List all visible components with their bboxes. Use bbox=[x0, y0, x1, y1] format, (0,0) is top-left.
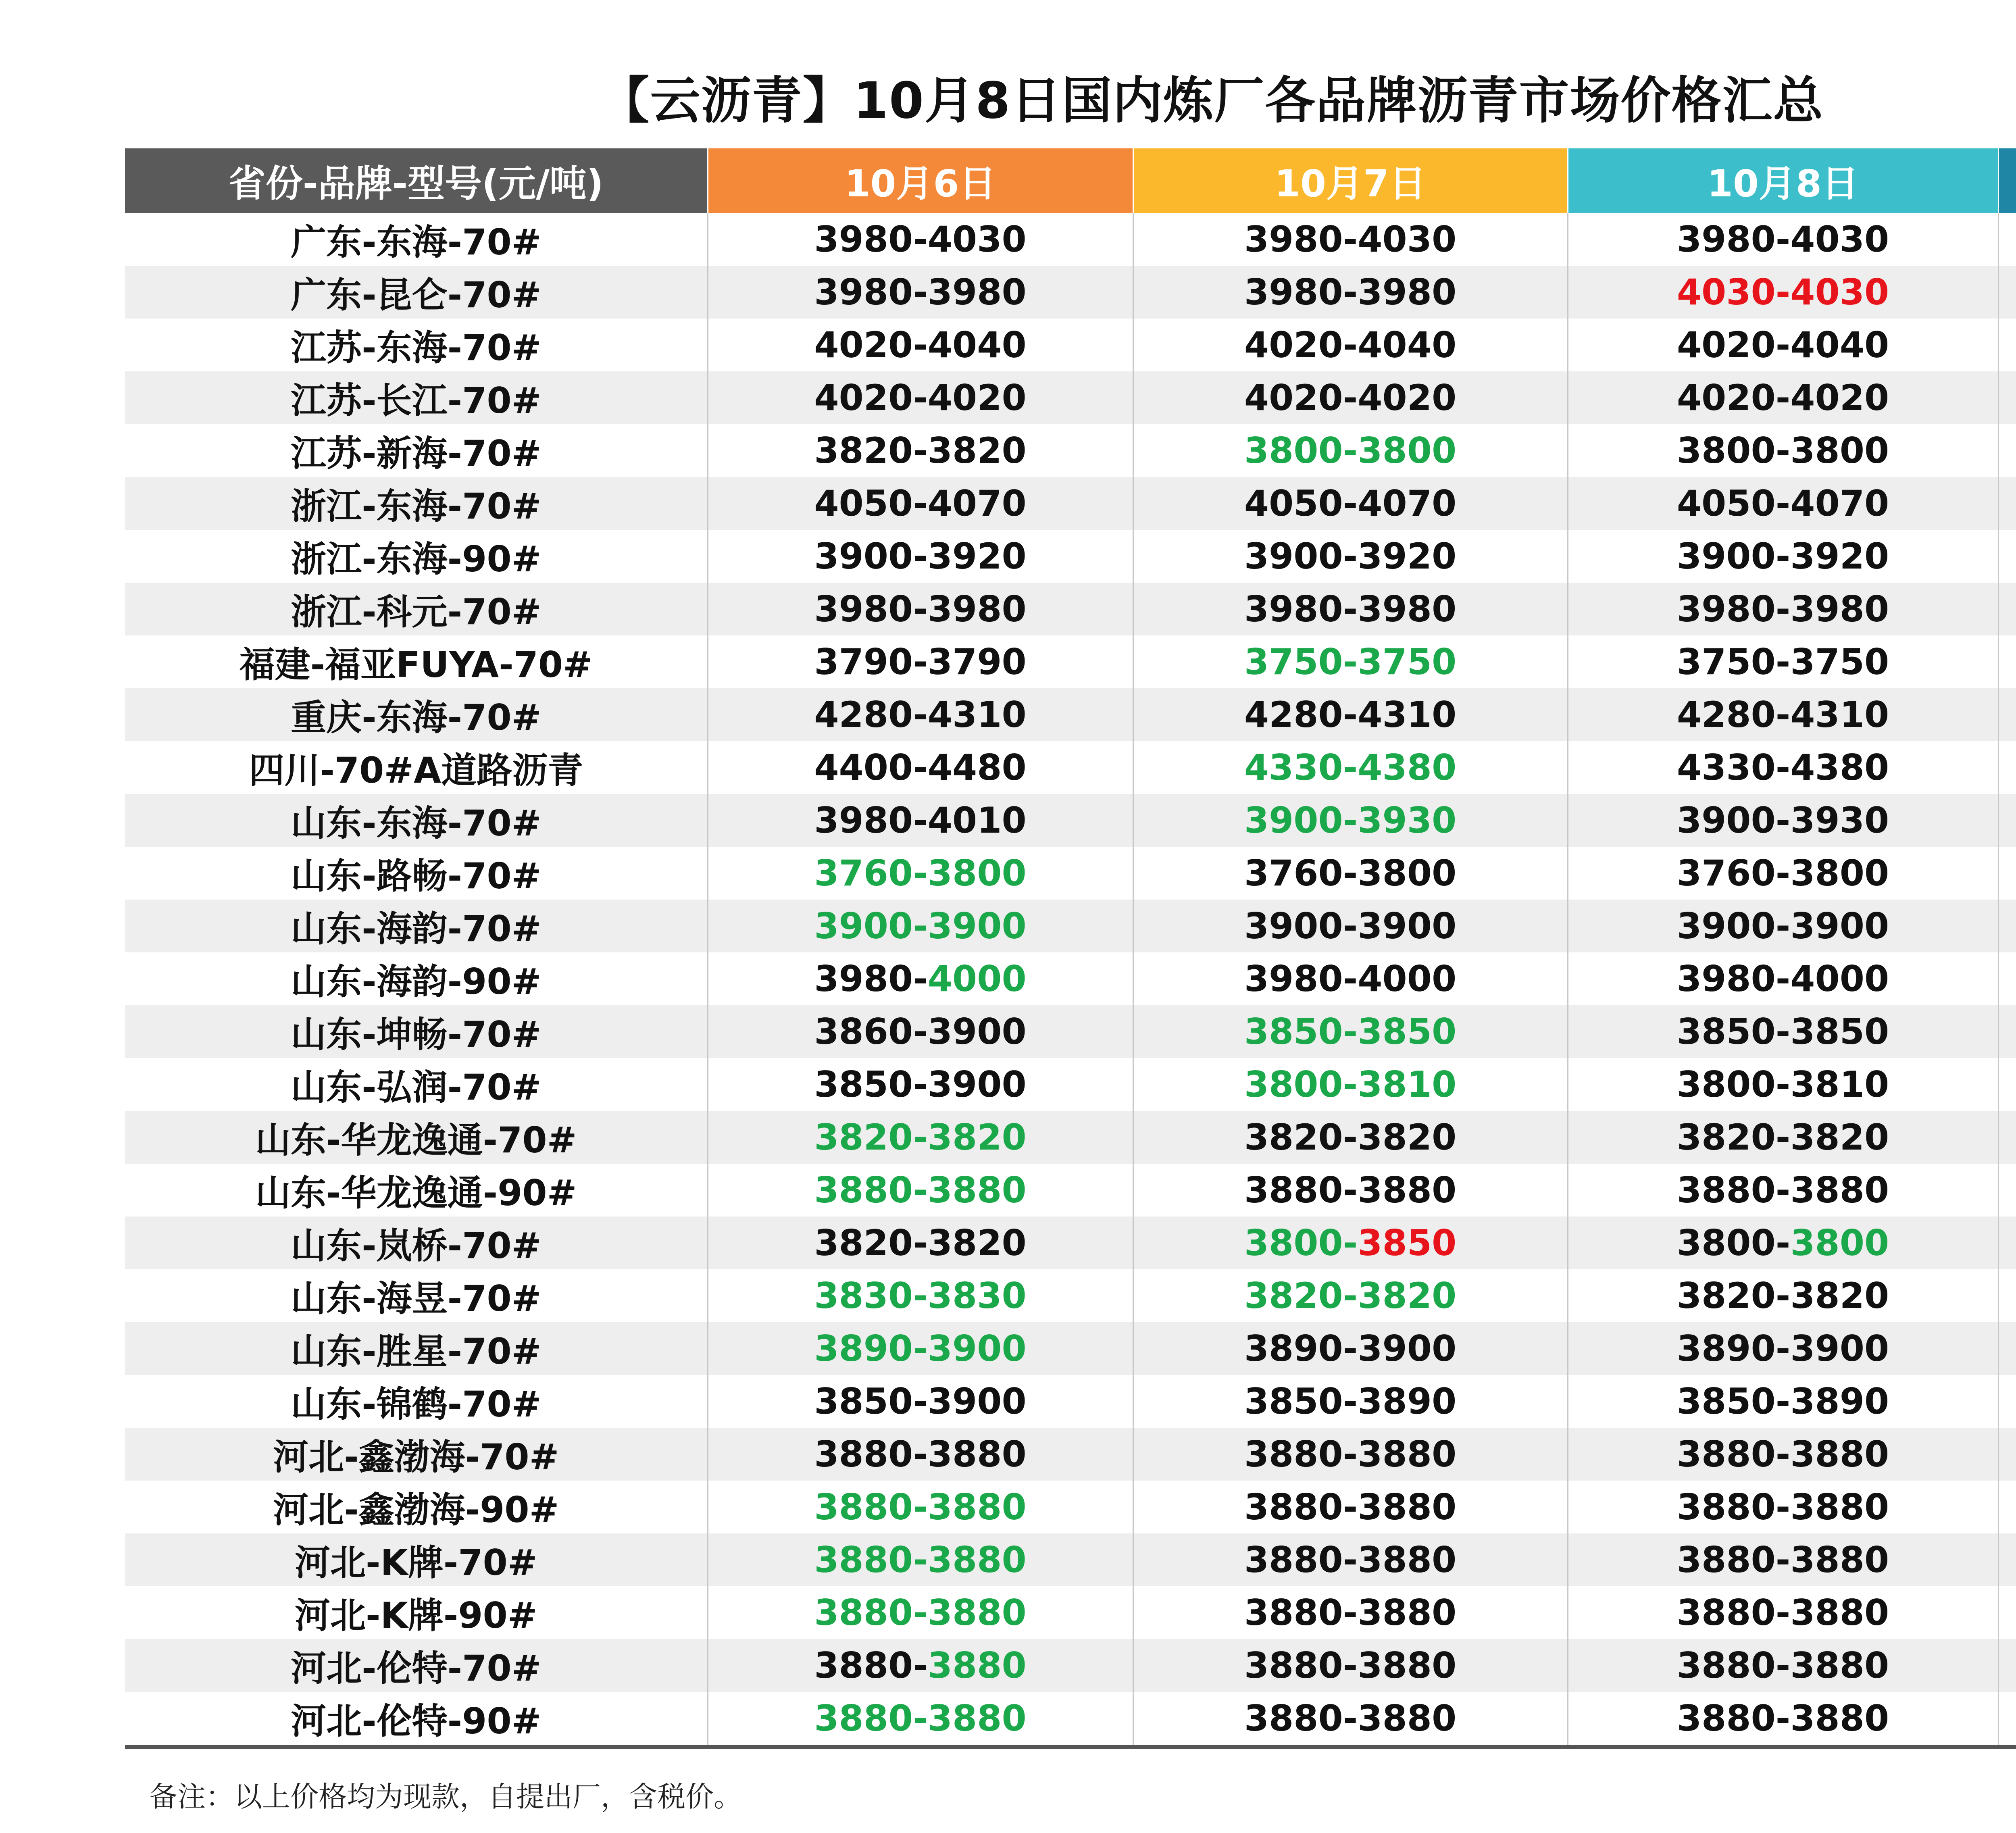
price-change bbox=[1998, 1533, 2016, 1586]
price-oct7 bbox=[1133, 424, 1568, 477]
price-part-green: 3880-3880 bbox=[814, 1169, 1027, 1211]
product-name: 浙江-东海-90# bbox=[291, 538, 541, 580]
price-oct7 bbox=[1133, 1164, 1568, 1216]
price-oct8 bbox=[1568, 213, 1998, 266]
price-part: 3800- bbox=[1677, 1222, 1791, 1264]
price-part: 3880-3880 bbox=[1677, 1645, 1889, 1686]
price-part: 4020-4040 bbox=[1677, 324, 1889, 366]
footnote: 备注：以上价格均为现款，自提出厂，含税价。 bbox=[149, 1780, 742, 1813]
price-oct7 bbox=[1133, 1533, 1568, 1586]
price-part-green: 3830-3830 bbox=[814, 1275, 1027, 1316]
product-name: 山东-弘润-70# bbox=[291, 1066, 541, 1108]
product-name: 山东-路畅-70# bbox=[291, 855, 541, 897]
price-part: 3880-3880 bbox=[814, 1433, 1027, 1475]
product-name: 江苏-新海-70# bbox=[291, 432, 541, 474]
product-name: 河北-鑫渤海-70# bbox=[125, 1428, 708, 1481]
price-part: 4050-4070 bbox=[1244, 483, 1457, 524]
price-part: 4020-4020 bbox=[1244, 377, 1457, 419]
price-oct6 bbox=[708, 1058, 1133, 1111]
price-oct8 bbox=[1568, 583, 1998, 635]
price-oct7 bbox=[1133, 1428, 1568, 1481]
price-part-green: 3750-3750 bbox=[1244, 641, 1457, 683]
price-part: 3800-3800 bbox=[1677, 430, 1889, 471]
product-name: 河北-K牌-70# bbox=[125, 1533, 708, 1586]
price-oct7 bbox=[1133, 1322, 1568, 1375]
product-name: 山东-海韵-90# bbox=[291, 960, 541, 1002]
price-part-green: 3800- bbox=[1244, 1222, 1358, 1264]
price-part-green: 3800-3800 bbox=[1244, 430, 1457, 471]
price-oct8 bbox=[1568, 900, 1998, 952]
price-part-green: 3820-3820 bbox=[1244, 1275, 1457, 1316]
table-row bbox=[125, 1533, 2016, 1586]
price-change bbox=[1998, 319, 2016, 371]
price-oct8 bbox=[1568, 477, 1998, 530]
price-change bbox=[1998, 952, 2016, 1005]
price-part: 4280-4310 bbox=[1677, 694, 1889, 735]
header-oct6: 10月6日 bbox=[708, 148, 1133, 213]
price-part: 3880-3880 bbox=[1244, 1645, 1457, 1686]
price-part-green: 3760-3800 bbox=[814, 852, 1027, 894]
price-change bbox=[1998, 1481, 2016, 1533]
price-part: 3880-3880 bbox=[1677, 1592, 1889, 1633]
price-part: 3980-4030 bbox=[1244, 219, 1457, 260]
table-row bbox=[125, 1586, 2016, 1639]
price-part-green: 3890-3900 bbox=[814, 1328, 1027, 1369]
product-name: 山东-岚桥-70# bbox=[125, 1216, 708, 1269]
product-name: 广东-昆仑-70# bbox=[125, 266, 708, 319]
price-oct8 bbox=[1568, 1269, 1998, 1322]
table-header-row bbox=[125, 148, 2016, 213]
price-oct6 bbox=[708, 1586, 1133, 1639]
price-oct8 bbox=[1568, 1058, 1998, 1111]
price-oct7 bbox=[1133, 583, 1568, 635]
table-row bbox=[125, 1164, 2016, 1216]
price-part-green: 3800-3810 bbox=[1244, 1064, 1457, 1105]
product-name: 山东-坤畅-70# bbox=[125, 1005, 708, 1058]
price-part: 3850-3900 bbox=[814, 1064, 1027, 1105]
table-row bbox=[125, 424, 2016, 477]
price-part: 3980-3980 bbox=[814, 271, 1027, 313]
price-oct7 bbox=[1133, 371, 1568, 424]
price-part-green: 3800 bbox=[1790, 1222, 1889, 1264]
price-oct7 bbox=[1133, 1005, 1568, 1058]
price-oct6 bbox=[708, 1005, 1133, 1058]
price-oct8 bbox=[1568, 266, 1998, 319]
price-oct8 bbox=[1568, 1164, 1998, 1216]
header-change bbox=[1998, 148, 2016, 213]
price-change bbox=[1998, 1322, 2016, 1375]
price-part: 3980-4030 bbox=[814, 219, 1027, 260]
table-row bbox=[125, 1269, 2016, 1322]
price-part: 3880-3880 bbox=[1677, 1698, 1889, 1739]
price-part: 3760-3800 bbox=[1677, 852, 1889, 894]
price-part: 3900-3920 bbox=[814, 535, 1027, 577]
price-part: 3880-3880 bbox=[1244, 1433, 1457, 1475]
price-part: 4050-4070 bbox=[1677, 483, 1889, 524]
table-row bbox=[125, 530, 2016, 583]
table-row bbox=[125, 583, 2016, 635]
price-part-green: 4000 bbox=[927, 958, 1027, 1000]
price-oct6 bbox=[708, 688, 1133, 741]
price-oct8 bbox=[1568, 1533, 1998, 1586]
price-change bbox=[1998, 1216, 2016, 1269]
price-oct6 bbox=[708, 1269, 1133, 1322]
table-row bbox=[125, 1375, 2016, 1428]
price-oct8 bbox=[1568, 530, 1998, 583]
price-change bbox=[1998, 1269, 2016, 1322]
price-oct7 bbox=[1133, 266, 1568, 319]
table-row bbox=[125, 741, 2016, 794]
price-part: 3880-3880 bbox=[1677, 1433, 1889, 1475]
price-oct8 bbox=[1568, 1322, 1998, 1375]
table-row bbox=[125, 635, 2016, 688]
price-oct6 bbox=[708, 1533, 1133, 1586]
price-change bbox=[1998, 900, 2016, 952]
price-part-green: 3880-3880 bbox=[814, 1539, 1027, 1581]
price-part: 4020-4040 bbox=[1244, 324, 1457, 366]
product-name: 江苏-长江-70# bbox=[125, 371, 708, 424]
price-part-green: 4330-4380 bbox=[1244, 747, 1457, 788]
price-oct8 bbox=[1568, 741, 1998, 794]
price-part: 4280-4310 bbox=[814, 694, 1027, 735]
table-row bbox=[125, 1639, 2016, 1692]
product-name: 山东-华龙逸通-70# bbox=[125, 1111, 708, 1164]
price-change bbox=[1998, 1111, 2016, 1164]
table-row bbox=[125, 847, 2016, 900]
table-row bbox=[125, 213, 2016, 266]
price-part: 3880-3880 bbox=[1677, 1486, 1889, 1528]
price-oct6 bbox=[708, 1111, 1133, 1164]
price-oct7 bbox=[1133, 900, 1568, 952]
price-part-red: 4030-4030 bbox=[1677, 271, 1889, 313]
price-oct6 bbox=[708, 847, 1133, 900]
product-name: 山东-胜星-70# bbox=[125, 1322, 708, 1375]
product-name: 江苏-东海-70# bbox=[291, 327, 541, 369]
price-oct6 bbox=[708, 741, 1133, 794]
price-part: 3980-4000 bbox=[1244, 958, 1457, 1000]
price-oct8 bbox=[1568, 1216, 1998, 1269]
price-oct7 bbox=[1133, 741, 1568, 794]
price-change bbox=[1998, 530, 2016, 583]
table-row bbox=[125, 319, 2016, 371]
price-oct7 bbox=[1133, 1639, 1568, 1692]
price-oct6 bbox=[708, 213, 1133, 266]
price-part: 3850-3890 bbox=[1677, 1381, 1889, 1422]
product-name: 浙江-科元-70# bbox=[125, 583, 708, 635]
table-row bbox=[125, 1322, 2016, 1375]
table-row bbox=[125, 1692, 2016, 1747]
price-part: 3820-3820 bbox=[1244, 1116, 1457, 1158]
price-oct8 bbox=[1568, 319, 1998, 371]
price-oct7 bbox=[1133, 1481, 1568, 1533]
price-oct6 bbox=[708, 1481, 1133, 1533]
price-part: 3880-3880 bbox=[1244, 1169, 1457, 1211]
product-name: 山东-东海-70# bbox=[125, 794, 708, 847]
table-row bbox=[125, 1058, 2016, 1111]
table-row bbox=[125, 688, 2016, 741]
price-part: 4400-4480 bbox=[814, 747, 1027, 788]
price-change bbox=[1998, 583, 2016, 635]
price-part-green: 3850-3850 bbox=[1244, 1011, 1457, 1052]
price-part: 3980-3980 bbox=[1677, 588, 1889, 630]
price-oct7 bbox=[1133, 530, 1568, 583]
price-oct8 bbox=[1568, 424, 1998, 477]
price-oct6 bbox=[708, 319, 1133, 371]
price-change bbox=[1998, 1586, 2016, 1639]
price-change bbox=[1998, 1058, 2016, 1111]
price-oct7 bbox=[1133, 635, 1568, 688]
price-oct6 bbox=[708, 1639, 1133, 1692]
table-row bbox=[125, 371, 2016, 424]
price-oct6 bbox=[708, 1164, 1133, 1216]
price-oct8 bbox=[1568, 635, 1998, 688]
price-part: 3980-3980 bbox=[1244, 588, 1457, 630]
table-row bbox=[125, 1428, 2016, 1481]
price-part: 3890-3900 bbox=[1677, 1328, 1889, 1369]
price-oct7 bbox=[1133, 952, 1568, 1005]
price-oct7 bbox=[1133, 477, 1568, 530]
price-part: 3980-3980 bbox=[814, 588, 1027, 630]
price-oct8 bbox=[1568, 1375, 1998, 1428]
price-oct6 bbox=[708, 1375, 1133, 1428]
table-row bbox=[125, 1481, 2016, 1533]
price-part: 3800-3810 bbox=[1677, 1064, 1889, 1105]
price-part: 3900-3920 bbox=[1244, 535, 1457, 577]
page-title: 【云沥青】10月8日国内炼厂各品牌沥青市场价格汇总 bbox=[599, 72, 1824, 130]
price-part: 3820-3820 bbox=[814, 1222, 1027, 1264]
price-change bbox=[1998, 1005, 2016, 1058]
price-part: 3980-4000 bbox=[1677, 958, 1889, 1000]
product-name: 四川-70#A道路沥青 bbox=[249, 749, 583, 791]
price-part: 3890-3900 bbox=[1244, 1328, 1457, 1369]
table-row bbox=[125, 266, 2016, 319]
price-oct6 bbox=[708, 371, 1133, 424]
price-oct8 bbox=[1568, 847, 1998, 900]
price-part: 4280-4310 bbox=[1244, 694, 1457, 735]
price-change bbox=[1998, 1692, 2016, 1747]
price-oct8 bbox=[1568, 1692, 1998, 1747]
price-oct8 bbox=[1568, 1639, 1998, 1692]
price-part: 3820-3820 bbox=[1677, 1116, 1889, 1158]
price-part: 3980-4030 bbox=[1677, 219, 1889, 260]
price-part: 3980-3980 bbox=[1244, 271, 1457, 313]
price-part-green: 3880-3880 bbox=[814, 1698, 1027, 1739]
header-oct7: 10月7日 bbox=[1133, 148, 1568, 213]
header-product: 省份-品牌-型号(元/吨) bbox=[125, 148, 708, 213]
price-oct8 bbox=[1568, 1111, 1998, 1164]
price-oct7 bbox=[1133, 319, 1568, 371]
price-oct6 bbox=[708, 952, 1133, 1005]
price-change bbox=[1998, 794, 2016, 847]
price-oct7 bbox=[1133, 1375, 1568, 1428]
price-oct7 bbox=[1133, 688, 1568, 741]
price-change bbox=[1998, 213, 2016, 266]
price-part: 3850-3890 bbox=[1244, 1381, 1457, 1422]
product-name: 山东-锦鹤-70# bbox=[291, 1383, 541, 1425]
price-oct8 bbox=[1568, 688, 1998, 741]
product-name: 福建-福亚FUYA-70# bbox=[239, 644, 593, 685]
price-part: 3850-3900 bbox=[814, 1381, 1027, 1422]
price-part: 3900-3900 bbox=[1677, 905, 1889, 947]
price-oct8 bbox=[1568, 1586, 1998, 1639]
price-part: 3900-3930 bbox=[1677, 800, 1889, 841]
table-row bbox=[125, 952, 2016, 1005]
price-oct8 bbox=[1568, 1481, 1998, 1533]
product-name: 山东-海昱-70# bbox=[291, 1277, 541, 1319]
product-name: 重庆-东海-70# bbox=[125, 688, 708, 741]
price-part: 3880-3880 bbox=[1244, 1592, 1457, 1633]
price-part: 3760-3800 bbox=[1244, 852, 1457, 894]
price-part: 3880-3880 bbox=[1244, 1698, 1457, 1739]
table-row bbox=[125, 1005, 2016, 1058]
table-row bbox=[125, 794, 2016, 847]
price-oct7 bbox=[1133, 847, 1568, 900]
price-part-green: 3900-3930 bbox=[1244, 800, 1457, 841]
price-oct7 bbox=[1133, 1216, 1568, 1269]
price-change bbox=[1998, 1375, 2016, 1428]
product-name: 河北-伦特-90# bbox=[291, 1700, 541, 1742]
price-oct6 bbox=[708, 424, 1133, 477]
price-oct6 bbox=[708, 635, 1133, 688]
price-part: 3880- bbox=[814, 1645, 928, 1686]
price-oct6 bbox=[708, 1428, 1133, 1481]
header-oct8: 10月8日 bbox=[1568, 148, 1998, 213]
product-name: 山东-华龙逸通-90# bbox=[255, 1172, 577, 1214]
product-name: 浙江-东海-70# bbox=[125, 477, 708, 530]
price-change bbox=[1998, 688, 2016, 741]
price-change bbox=[1998, 1428, 2016, 1481]
price-oct6 bbox=[708, 477, 1133, 530]
price-part: 4020-4020 bbox=[814, 377, 1027, 419]
price-change bbox=[1998, 1164, 2016, 1216]
price-oct6 bbox=[708, 583, 1133, 635]
price-change bbox=[1998, 477, 2016, 530]
price-table bbox=[125, 148, 2016, 1749]
product-name: 河北-伦特-70# bbox=[125, 1639, 708, 1692]
table-row bbox=[125, 900, 2016, 952]
product-name: 山东-海韵-70# bbox=[125, 900, 708, 952]
price-part: 3880-3880 bbox=[1244, 1486, 1457, 1528]
price-oct8 bbox=[1568, 952, 1998, 1005]
price-part: 3750-3750 bbox=[1677, 641, 1889, 683]
price-part: 3860-3900 bbox=[814, 1011, 1027, 1052]
price-oct8 bbox=[1568, 1428, 1998, 1481]
price-oct6 bbox=[708, 530, 1133, 583]
price-part: 3980-4010 bbox=[814, 800, 1027, 841]
price-part-green: 3880-3880 bbox=[814, 1486, 1027, 1528]
price-oct7 bbox=[1133, 1269, 1568, 1322]
price-part-green: 3900-3900 bbox=[814, 905, 1027, 947]
product-name: 河北-K牌-90# bbox=[295, 1594, 537, 1636]
price-change bbox=[1998, 741, 2016, 794]
table-row bbox=[125, 1216, 2016, 1269]
price-oct6 bbox=[708, 1692, 1133, 1747]
price-part-green: 3880 bbox=[927, 1645, 1027, 1686]
price-part-green: 3820-3820 bbox=[814, 1116, 1027, 1158]
price-change bbox=[1998, 635, 2016, 688]
price-change bbox=[1998, 424, 2016, 477]
price-part-red: 3850 bbox=[1358, 1222, 1457, 1264]
price-part: 4330-4380 bbox=[1677, 747, 1889, 788]
price-part: 3900-3920 bbox=[1677, 535, 1889, 577]
price-oct7 bbox=[1133, 1692, 1568, 1747]
price-oct7 bbox=[1133, 794, 1568, 847]
price-oct6 bbox=[708, 1322, 1133, 1375]
product-name: 广东-东海-70# bbox=[291, 221, 541, 263]
table-row bbox=[125, 1111, 2016, 1164]
product-name: 河北-鑫渤海-90# bbox=[273, 1489, 559, 1531]
price-part: 3880-3880 bbox=[1677, 1169, 1889, 1211]
price-oct8 bbox=[1568, 1005, 1998, 1058]
price-part: 3880-3880 bbox=[1244, 1539, 1457, 1581]
price-oct7 bbox=[1133, 1111, 1568, 1164]
price-oct6 bbox=[708, 266, 1133, 319]
price-oct8 bbox=[1568, 794, 1998, 847]
price-part: 4050-4070 bbox=[814, 483, 1027, 524]
price-oct8 bbox=[1568, 371, 1998, 424]
price-oct7 bbox=[1133, 1058, 1568, 1111]
price-part: 3820-3820 bbox=[1677, 1275, 1889, 1316]
price-part: 3880-3880 bbox=[1677, 1539, 1889, 1581]
price-part: 4020-4040 bbox=[814, 324, 1027, 366]
price-change bbox=[1998, 266, 2016, 319]
price-change bbox=[1998, 371, 2016, 424]
price-change bbox=[1998, 847, 2016, 900]
price-part: 4020-4020 bbox=[1677, 377, 1889, 419]
price-part: 3900-3900 bbox=[1244, 905, 1457, 947]
table-row bbox=[125, 477, 2016, 530]
price-oct6 bbox=[708, 794, 1133, 847]
price-oct7 bbox=[1133, 1586, 1568, 1639]
price-part-green: 3880-3880 bbox=[814, 1592, 1027, 1633]
price-oct7 bbox=[1133, 213, 1568, 266]
price-part: 3820-3820 bbox=[814, 430, 1027, 471]
price-oct6 bbox=[708, 900, 1133, 952]
price-change bbox=[1998, 1639, 2016, 1692]
price-part: 3980- bbox=[814, 958, 928, 1000]
price-table-body bbox=[125, 213, 2016, 1747]
price-oct6 bbox=[708, 1216, 1133, 1269]
price-part: 3790-3790 bbox=[814, 641, 1027, 683]
price-part: 3850-3850 bbox=[1677, 1011, 1889, 1052]
